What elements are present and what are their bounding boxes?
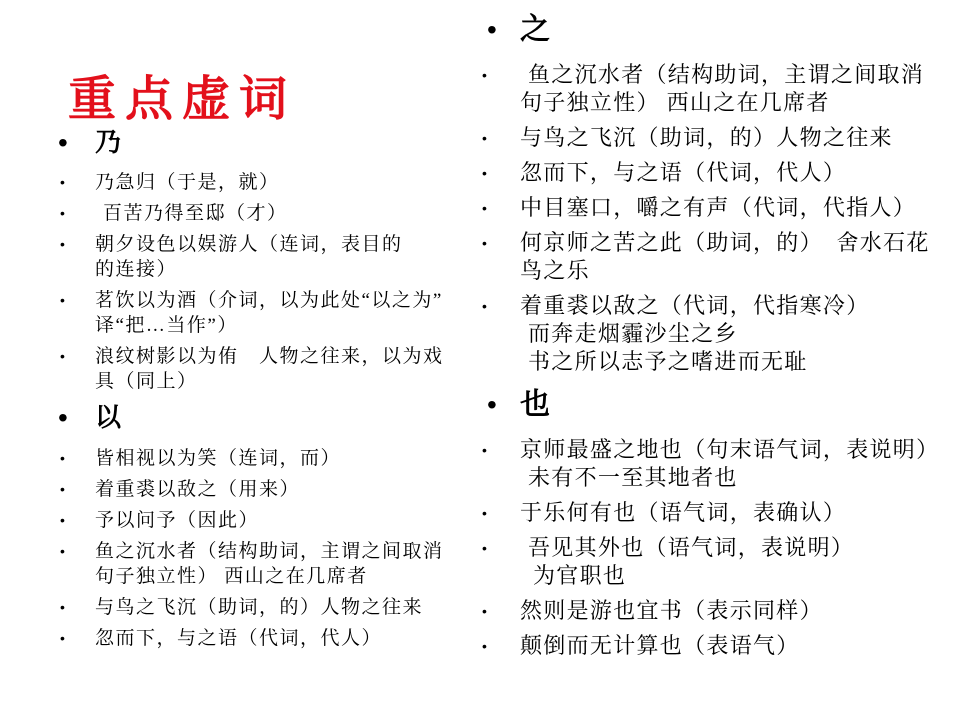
list-item bbox=[95, 232, 444, 282]
item-line: 朝夕设色以娱游人（连词，表目的 bbox=[95, 234, 403, 255]
item-line: 的连接） bbox=[95, 259, 178, 280]
bullet-icon bbox=[60, 595, 65, 620]
section-heading-nai bbox=[95, 128, 121, 158]
item-line: 予以问予（因此） bbox=[95, 510, 260, 531]
item-line: 京师最盛之地也（句末语气词，表说明） bbox=[520, 437, 940, 462]
list-item bbox=[95, 170, 444, 195]
section-heading-text: 以 bbox=[95, 403, 122, 432]
list-item bbox=[95, 539, 444, 589]
list-item bbox=[520, 632, 939, 660]
item-line: 何京师之苦之此（助词，的） 舍水石花 bbox=[520, 230, 930, 255]
bullet-icon bbox=[60, 288, 65, 313]
bullet-icon bbox=[482, 597, 487, 625]
item-line: 于乐何有也（语气词，表确认） bbox=[520, 500, 847, 525]
list-item bbox=[95, 626, 444, 651]
list-item bbox=[520, 499, 939, 527]
item-line: 着重裘以敌之（代词，代指寒冷） bbox=[520, 293, 870, 318]
list-item bbox=[95, 508, 444, 533]
list-item bbox=[520, 292, 930, 376]
item-line: 然则是游也宜书（表示同样） bbox=[520, 598, 823, 623]
item-line: 为官职也 bbox=[533, 563, 627, 588]
list-item bbox=[520, 229, 930, 285]
list-item bbox=[95, 288, 444, 338]
item-line: 中目塞口，嚼之有声（代词，代指人） bbox=[520, 195, 917, 220]
list-item bbox=[95, 446, 444, 471]
item-line: 而奔走烟霾沙尘之乡 bbox=[528, 321, 738, 346]
section-heading-yi bbox=[95, 403, 121, 433]
bullet-icon bbox=[482, 229, 487, 257]
bullet-icon bbox=[60, 232, 65, 257]
list-item bbox=[520, 436, 939, 492]
item-line: 吾见其外也（语气词，表说明） bbox=[528, 535, 855, 560]
section-zhi-list bbox=[520, 61, 930, 383]
list-item bbox=[95, 477, 444, 502]
list-item bbox=[520, 534, 939, 590]
item-line: 具（同上） bbox=[95, 371, 198, 392]
bullet-icon bbox=[482, 632, 487, 660]
section-heading-zhi bbox=[520, 15, 550, 45]
section-heading-ye bbox=[520, 390, 550, 420]
section-heading-text: 乃 bbox=[95, 128, 122, 157]
list-item bbox=[95, 201, 444, 226]
item-line: 着重裘以敌之（用来） bbox=[95, 479, 301, 500]
section-nai-list bbox=[95, 170, 444, 400]
item-line: 茗饮以为酒（介词，以为此处“以之为” bbox=[95, 290, 443, 311]
bullet-icon bbox=[487, 15, 497, 45]
bullet-icon bbox=[482, 61, 487, 89]
bullet-icon bbox=[60, 508, 65, 533]
section-ye-list bbox=[520, 436, 939, 667]
item-line: 鸟之乐 bbox=[520, 258, 590, 283]
bullet-icon bbox=[482, 194, 487, 222]
section-heading-text: 也 bbox=[520, 388, 550, 421]
item-line: 句子独立性） 西山之在几席者 bbox=[95, 566, 368, 587]
item-line: 译“把…当作”） bbox=[95, 315, 238, 336]
list-item bbox=[95, 595, 444, 620]
item-line: 书之所以志予之嗜进而无耻 bbox=[528, 349, 808, 374]
item-line: 未有不一至其地者也 bbox=[528, 465, 738, 490]
list-item bbox=[520, 597, 939, 625]
list-item bbox=[520, 124, 930, 152]
slide-title: 重点虚词 bbox=[68, 73, 297, 126]
bullet-icon bbox=[60, 626, 65, 651]
item-line: 百苦乃得至邸（才） bbox=[103, 203, 288, 224]
bullet-icon bbox=[482, 159, 487, 187]
item-line: 浪纹树影以为侑 人物之往来，以为戏 bbox=[95, 346, 444, 367]
list-item bbox=[520, 194, 930, 222]
bullet-icon bbox=[482, 436, 487, 464]
item-line: 颠倒而无计算也（表语气） bbox=[520, 633, 800, 658]
bullet-icon bbox=[482, 499, 487, 527]
bullet-icon bbox=[60, 446, 65, 471]
section-heading-text: 之 bbox=[520, 13, 550, 46]
bullet-icon bbox=[58, 403, 68, 433]
bullet-icon bbox=[482, 292, 487, 320]
bullet-icon bbox=[60, 477, 65, 502]
bullet-icon bbox=[58, 128, 68, 158]
item-line: 与鸟之飞沉（助词，的）人物之往来 bbox=[95, 597, 424, 618]
bullet-icon bbox=[60, 170, 65, 195]
item-line: 乃急归（于是，就） bbox=[95, 172, 280, 193]
list-item bbox=[520, 61, 930, 117]
item-line: 句子独立性） 西山之在几席者 bbox=[520, 90, 830, 115]
section-yi-list bbox=[95, 446, 444, 657]
list-item bbox=[95, 344, 444, 394]
item-line: 鱼之沉水者（结构助词，主谓之间取消 bbox=[95, 541, 444, 562]
bullet-icon bbox=[60, 201, 65, 226]
item-line: 与鸟之飞沉（助词，的）人物之往来 bbox=[520, 125, 893, 150]
item-line: 忽而下，与之语（代词，代人） bbox=[95, 628, 383, 649]
bullet-icon bbox=[60, 539, 65, 564]
bullet-icon bbox=[482, 124, 487, 152]
item-line: 皆相视以为笑（连词，而） bbox=[95, 448, 342, 469]
bullet-icon bbox=[487, 390, 497, 420]
item-line: 忽而下，与之语（代词，代人） bbox=[520, 160, 847, 185]
bullet-icon bbox=[60, 344, 65, 369]
bullet-icon bbox=[482, 534, 487, 562]
item-line: 鱼之沉水者（结构助词，主谓之间取消 bbox=[528, 62, 925, 87]
list-item bbox=[520, 159, 930, 187]
